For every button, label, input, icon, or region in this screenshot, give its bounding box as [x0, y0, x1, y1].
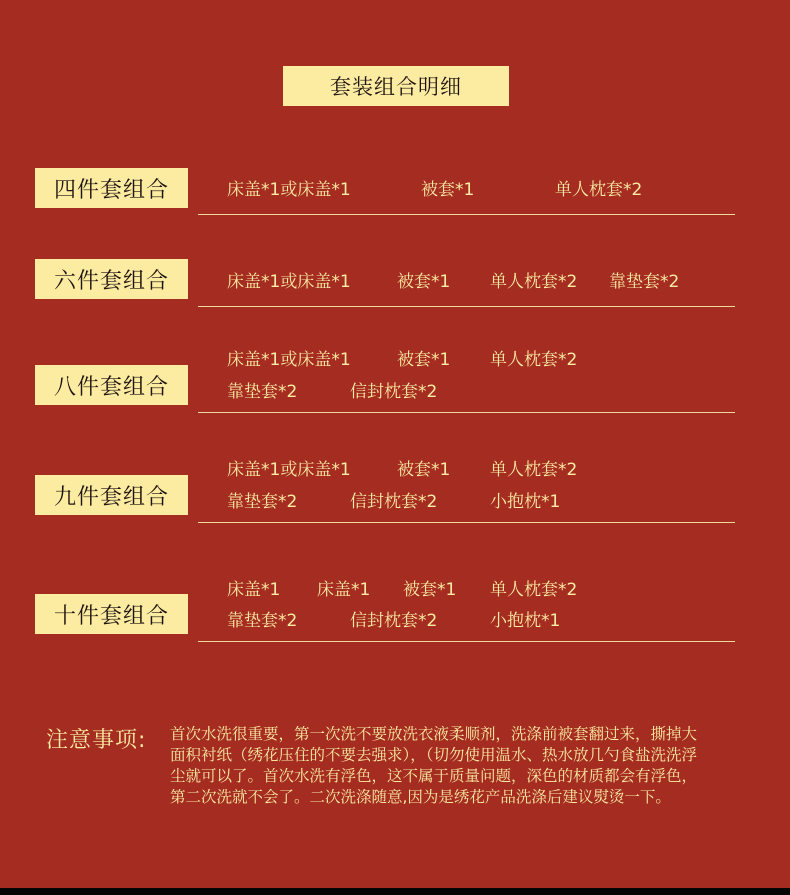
- set-item: 床盖*1或床盖*1: [227, 272, 351, 292]
- set-item: 床盖*1或床盖*1: [227, 180, 351, 200]
- set-item: 信封枕套*2: [350, 611, 438, 631]
- set-item: 靠垫套*2: [227, 492, 298, 512]
- page-title: 套装组合明细: [330, 75, 462, 99]
- set-label-six-piece: [35, 259, 188, 299]
- page-title-badge: [283, 66, 509, 106]
- notes-label: 注意事项:: [46, 728, 147, 753]
- set-item: 靠垫套*2: [609, 272, 680, 292]
- set-item: 信封枕套*2: [350, 382, 438, 402]
- footer-bar: [0, 888, 790, 895]
- set-item: 靠垫套*2: [227, 611, 298, 631]
- divider-line: [198, 306, 735, 307]
- set-item: 被套*1: [397, 350, 451, 370]
- set-item: 小抱枕*1: [490, 492, 561, 512]
- set-label-nine-piece: [35, 475, 188, 515]
- set-item: 信封枕套*2: [350, 492, 438, 512]
- set-label-text: 四件套组合: [53, 177, 169, 203]
- set-label-text: 九件套组合: [53, 484, 169, 510]
- set-label-text: 十件套组合: [53, 603, 169, 629]
- set-item: 被套*1: [397, 272, 451, 292]
- set-label-text: 八件套组合: [53, 374, 169, 400]
- set-item: 被套*1: [397, 460, 451, 480]
- set-item: 单人枕套*2: [555, 180, 643, 200]
- divider-line: [198, 522, 735, 523]
- set-item: 单人枕套*2: [490, 580, 578, 600]
- set-item: 小抱枕*1: [490, 611, 561, 631]
- set-item: 床盖*1或床盖*1: [227, 350, 351, 370]
- set-item: 单人枕套*2: [490, 460, 578, 480]
- set-item: 单人枕套*2: [490, 272, 578, 292]
- set-item: 被套*1: [421, 180, 475, 200]
- set-label-ten-piece: [35, 594, 188, 634]
- set-label-eight-piece: [35, 365, 188, 405]
- notes-text: 首次水洗很重要，第一次洗不要放洗衣液柔顺剂，洗涤前被套翻过来，撕掉大面积衬纸（绣花压住的不要去强求），（切勿使用温水、热水放几勺食盐洗洗浮尘就可以了。首次水洗有浮色，这不属于质量问题，深色的材质都会有浮色，第二次洗就不会了。二次洗涤随意,因为是绣花产品洗涤后建议熨烫一下。: [170, 725, 698, 806]
- set-label-text: 六件套组合: [53, 268, 169, 294]
- set-item: 床盖*1: [317, 580, 371, 600]
- set-item: 被套*1: [403, 580, 457, 600]
- divider-line: [198, 214, 735, 215]
- divider-line: [198, 412, 735, 413]
- set-item: 单人枕套*2: [490, 350, 578, 370]
- set-item: 靠垫套*2: [227, 382, 298, 402]
- set-item: 床盖*1: [227, 580, 281, 600]
- divider-line: [198, 641, 735, 642]
- set-label-four-piece: [35, 168, 188, 208]
- set-item: 床盖*1或床盖*1: [227, 460, 351, 480]
